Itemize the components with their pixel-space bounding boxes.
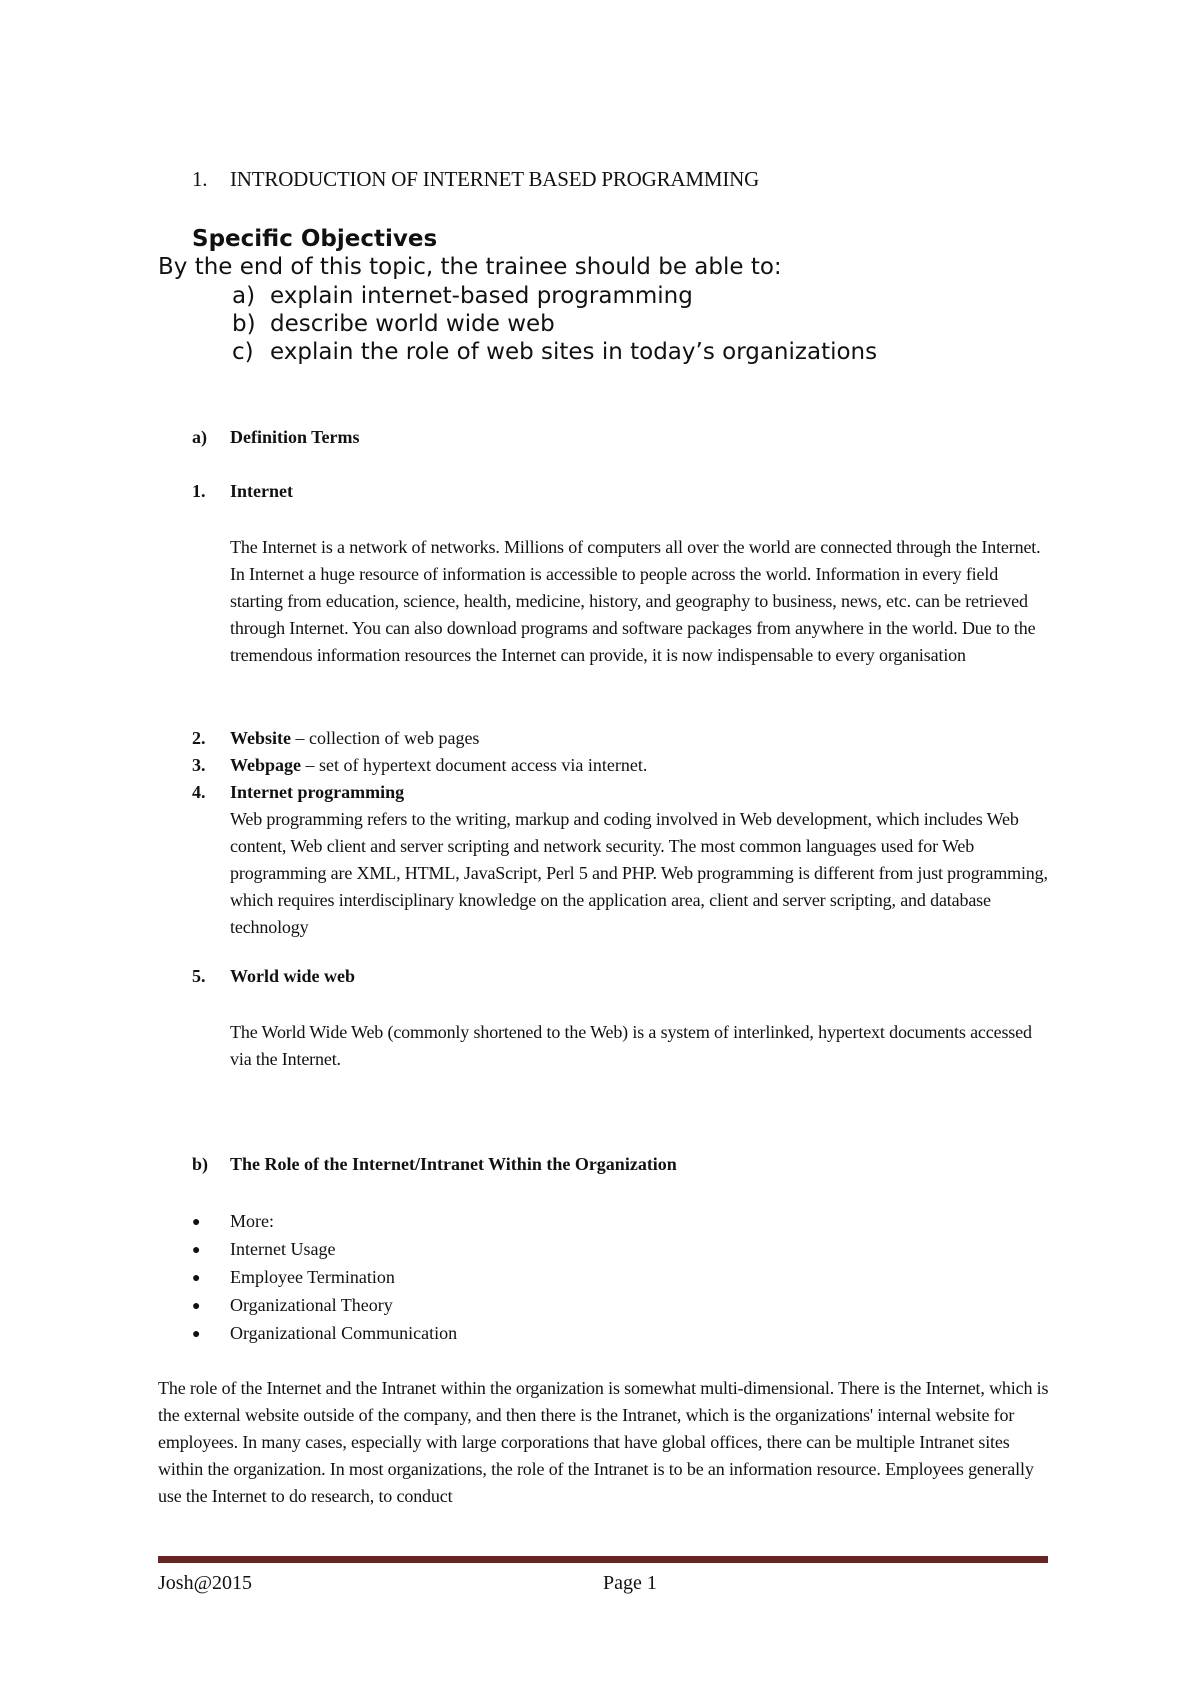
bullet-icon: ● [192,1327,201,1342]
term-webpage: 3. Webpage – set of hypertext document access via internet. [192,755,648,775]
bullet-list [192,1208,457,1348]
objectives-heading: Specific Objectives [192,226,438,252]
objectives-intro: By the end of this topic, the trainee should be able to: [158,254,782,280]
term-www-heading: 5. World wide web [192,966,356,986]
internet-programming-definition: Web programming refers to the writing, markup and coding involved in Web development, which includes Web content, Web client and server scripting and network security. The most common languages used for Web programming are XML, HTML, JavaScript, Perl 5 and PHP. Web programming is different from just programming, which requires interdisciplinary knowledge on the application area, client and server scripting, and database technology [230,809,1048,937]
term-website: 2. Website – collection of web pages [192,728,480,748]
list-item: ● More: [192,1208,457,1236]
objective-item: c) explain the role of web sites in today’s organizations [232,339,878,365]
term-internet-programming: 4. Internet programming [192,782,405,802]
objective-item: b) describe world wide web [232,311,555,337]
www-definition: The World Wide Web (commonly shortened to the Web) is a system of interlinked, hypertext documents accessed via the Internet. [230,1022,1032,1069]
list-item: ● Employee Termination [192,1264,457,1292]
bullet-icon: ● [192,1299,201,1314]
closing-paragraph: The role of the Internet and the Intranet within the organization is somewhat multi-dimensional. There is the Internet, which is the external website outside of the company, and then there is the Intranet, which is the organizations' internal website for employees. In many cases, especially with large corporations that have global offices, there can be multiple Intranet sites within the organization. In most organizations, the role of the Intranet is to be an information resource. Employees generally use the Internet to do research, to conduct [158,1378,1049,1506]
bullet-icon: ● [192,1215,201,1230]
section-a-heading: a) Definition Terms [192,427,360,447]
list-item: ● Internet Usage [192,1236,457,1264]
page-number: Page 1 [603,1572,657,1594]
bullet-icon: ● [192,1271,201,1286]
section-b-heading: b) The Role of the Internet/Intranet Within the Organization [192,1154,677,1174]
internet-definition: The Internet is a network of networks. Millions of computers all over the world are connected through the Internet. In Internet a huge resource of information is accessible to people across the world. Information in every field starting from education, science, health, medicine, history, and geography to business, news, etc. can be retrieved through Internet. You can also download programs and software packages from anywhere in the world. Due to the tremendous information resources the Internet can provide, it is now indispensable to every organisation [230,537,1041,665]
footer-author: Josh@2015 [158,1572,252,1594]
footer-rule [158,1556,1048,1563]
definition-list [192,725,1062,941]
objectives-list [232,282,877,366]
list-item: ● Organizational Communication [192,1320,457,1348]
term-internet-heading: 1. Internet [192,481,293,501]
bullet-icon: ● [192,1243,201,1258]
chapter-number: 1. [192,167,208,191]
chapter-title-text: INTRODUCTION OF INTERNET BASED PROGRAMMING [230,167,760,191]
list-item: ● Organizational Theory [192,1292,457,1320]
chapter-title [192,167,759,192]
objective-item: a) explain internet-based programming [232,283,693,309]
